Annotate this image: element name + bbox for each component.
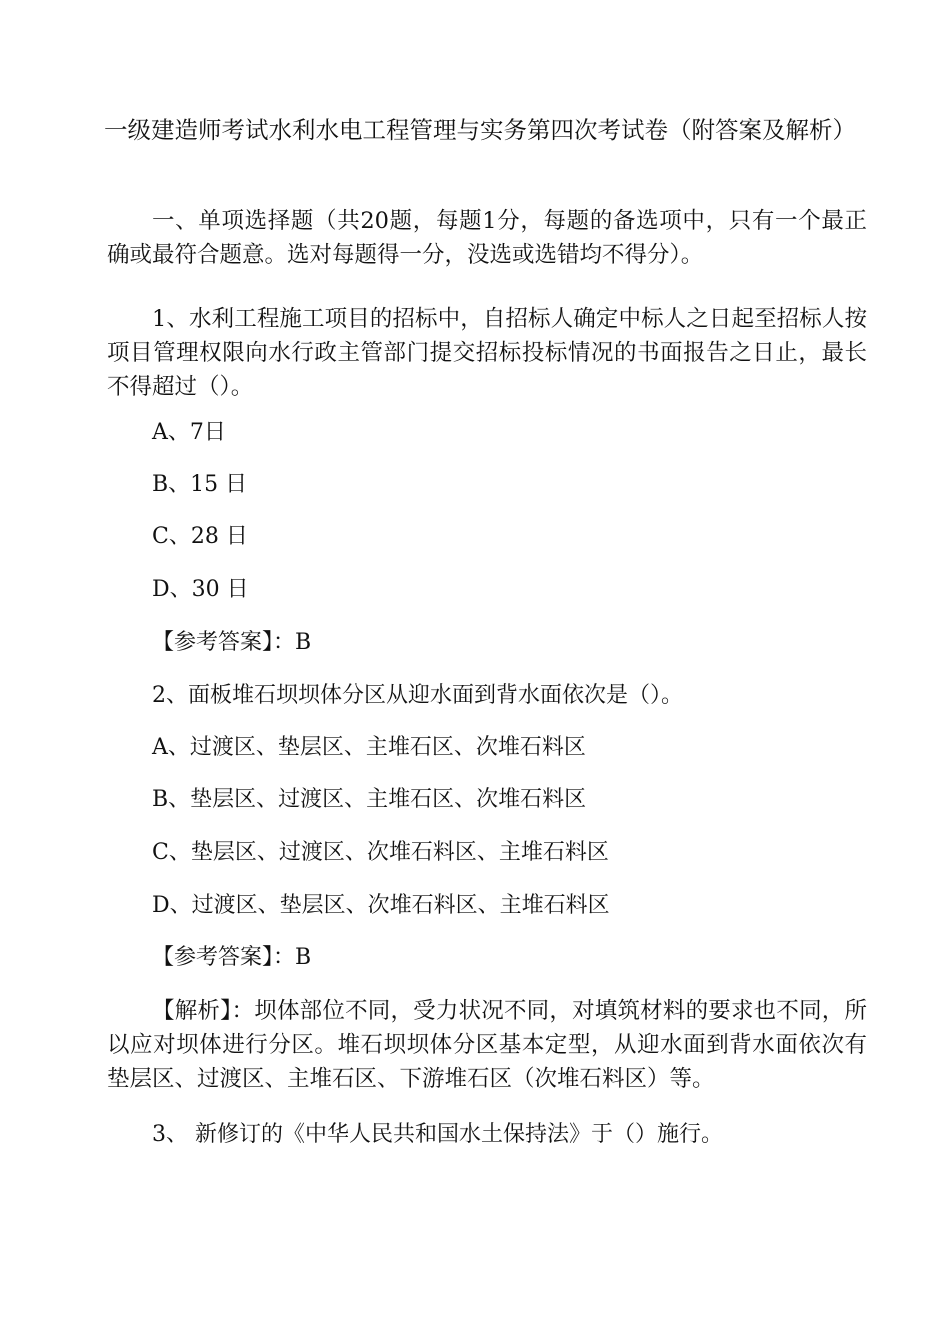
question-1-answer [152, 628, 311, 658]
question-1-option-b: B、15 日 [152, 472, 248, 497]
document-title: 一级建造师考试水利水电工程管理与实务第四次考试卷（附答案及解析） [104, 116, 856, 144]
question-2-option-d: D、过渡区、垫层区、次堆石料区、主堆石料区 [152, 893, 610, 918]
explanation-label: 【解析】： [152, 998, 255, 1024]
explanation-text: 坝体部位不同，受力状况不同，对填筑材料的要求也不同，所以应对坝体进行分区。堆石坝坝体分区基本定型，从迎水面到背水面依次有垫层区、过渡区、主堆石区、下游堆石区（次堆石料区）等。 [107, 998, 867, 1092]
answer-value: B [295, 945, 312, 970]
question-1-option-c: C、28 日 [152, 524, 248, 549]
question-2-stem: 2、面板堆石坝坝体分区从迎水面到背水面依次是（）。 [152, 683, 683, 708]
question-3-stem: 3、 新修订的《中华人民共和国水土保持法》于（）施行。 [152, 1122, 723, 1147]
answer-value: B [295, 630, 312, 655]
question-1-option-d: D、30 日 [152, 577, 249, 602]
question-2-option-c: C、垫层区、过渡区、次堆石料区、主堆石料区 [152, 840, 609, 865]
question-2-option-a: A、过渡区、垫层区、主堆石区、次堆石料区 [152, 735, 586, 760]
answer-label: 【参考答案】： [152, 630, 296, 655]
question-2-explanation [107, 994, 867, 1096]
section-header: 一、单项选择题（共20题，每题1分，每题的备选项中，只有一个最正确或最符合题意。选对每题得一分，没选或选错均不得分）。 [107, 208, 867, 268]
question-2-answer [152, 943, 311, 973]
answer-label: 【参考答案】： [152, 945, 296, 970]
question-1-option-a: A、7日 [152, 420, 226, 445]
question-2-option-b: B、垫层区、过渡区、主堆石区、次堆石料区 [152, 787, 587, 812]
question-1-stem: 1、水利工程施工项目的招标中，自招标人确定中标人之日起至招标人按项目管理权限向水行政主管部门提交招标投标情况的书面报告之日止，最长不得超过（）。 [107, 306, 867, 400]
